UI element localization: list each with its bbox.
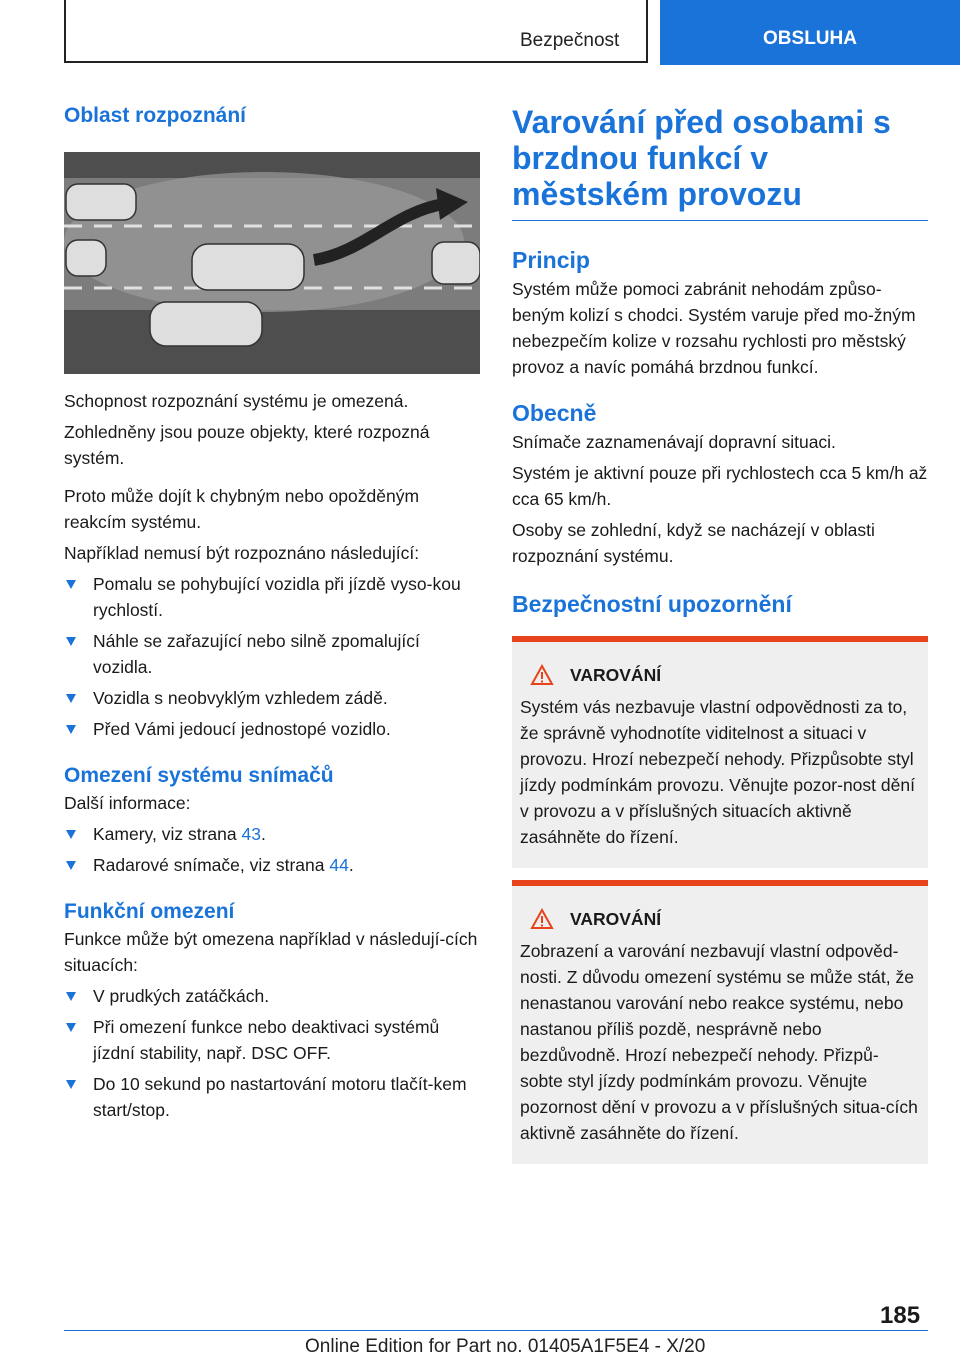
general-heading: Obecně <box>512 400 597 426</box>
triangle-bullet-icon <box>66 1023 76 1032</box>
function-limits-list <box>64 983 480 1123</box>
detection-area-illustration <box>64 152 480 374</box>
list-item: Náhle se zařazující nebo silně zpomalující vozidla. <box>64 628 480 680</box>
safety-heading: Bezpečnostní upozornění <box>512 591 792 617</box>
general-paragraph-2: Systém je aktivní pouze při rychlostech cca 5 km/h až cca 65 km/h. <box>512 463 928 509</box>
general-paragraph-1: Snímače zaznamenávají dopravní situaci. <box>512 432 836 452</box>
warning-title-row <box>530 908 920 930</box>
principle-text: Systém může pomoci zabránit nehodám způso-beným kolizí s chodci. Systém varuje před mo-žným nebezpečím kolize v rozsahu rychlosti pro městský provoz a navíc pomáhá brzdnou funkcí. <box>512 279 916 377</box>
warning-label: VAROVÁNÍ <box>570 664 662 685</box>
right-column <box>512 104 928 1164</box>
triangle-bullet-icon <box>66 725 76 734</box>
paragraph-example-intro: Například nemusí být rozpoznáno následující: <box>64 543 420 563</box>
left-column <box>64 100 480 1123</box>
sensor-intro: Další informace: <box>64 793 191 813</box>
principle-heading: Princip <box>512 247 590 273</box>
function-limits-heading: Funkční omezení <box>64 900 235 923</box>
list-item: Kamery, viz strana 43. <box>64 821 480 847</box>
undetected-list <box>64 571 480 742</box>
function-intro: Funkce může být omezena například v následují-cích situacích: <box>64 929 478 975</box>
title-divider <box>512 220 928 221</box>
warning-triangle-icon <box>530 664 554 686</box>
footer-edition: Online Edition for Part no. 01405A1F5E4 - X/20 <box>305 1336 706 1357</box>
triangle-bullet-icon <box>66 830 76 839</box>
footer-divider <box>64 1330 928 1331</box>
triangle-bullet-icon <box>66 637 76 646</box>
warning-text-2: Zobrazení a varování nezbavují vlastní odpověd-nosti. Z důvodu omezení systému se může stát, že nenastanou varování nebo reakce systému, nebo nastanou příliš pozdě, nesprávně nebo bezdůvodně. Hrozí nebezpečí nehody. Přizpů-sobte styl jízdy podmínkám provozu. Věnujte pozornost dění v provozu a v příslušných situa-cích aktivně zasáhněte do řízení. <box>520 941 918 1143</box>
list-item: Do 10 sekund po nastartování motoru tlačít-kem start/stop. <box>64 1071 480 1123</box>
triangle-bullet-icon <box>66 580 76 589</box>
paragraph-capability: Schopnost rozpoznání systému je omezená. <box>64 391 409 411</box>
radar-page-link[interactable]: 44 <box>329 855 349 875</box>
list-item: Pomalu se pohybující vozidla při jízdě vyso-kou rychlostí. <box>64 571 480 623</box>
camera-page-link[interactable]: 43 <box>241 824 261 844</box>
list-item: Radarové snímače, viz strana 44. <box>64 852 480 878</box>
triangle-bullet-icon <box>66 694 76 703</box>
warning-title-row <box>530 664 920 686</box>
warning-label: VAROVÁNÍ <box>570 908 662 929</box>
detection-area-heading: Oblast rozpoznání <box>64 104 247 127</box>
paragraph-reactions: Proto může dojít k chybným nebo opožděným reakcím systému. <box>64 486 420 532</box>
list-item: Při omezení funkce nebo deaktivaci systémů jízdní stability, např. DSC OFF. <box>64 1014 480 1066</box>
sensor-list <box>64 821 480 878</box>
triangle-bullet-icon <box>66 861 76 870</box>
header-section-title: Bezpečnost <box>520 30 620 51</box>
warning-box-1 <box>512 636 928 868</box>
list-item: Vozidla s neobvyklým vzhledem zádě. <box>64 685 480 711</box>
header-chapter-tab: OBSLUHA <box>660 0 960 65</box>
warning-triangle-icon <box>530 908 554 930</box>
triangle-bullet-icon <box>66 992 76 1001</box>
sensor-limits-heading: Omezení systému snímačů <box>64 764 334 787</box>
page-title: Varování před osobami s brzdnou funkcí v městském provozu <box>512 104 891 212</box>
list-item: Před Vámi jedoucí jednostopé vozidlo. <box>64 716 480 742</box>
list-item: V prudkých zatáčkách. <box>64 983 480 1009</box>
warning-text-1: Systém vás nezbavuje vlastní odpovědnosti za to, že správně vyhodnotíte viditelnost a situaci v provozu. Hrozí nebezpečí nehody. Přizpůsobte styl jízdy podmínkám provozu. Věnujte pozor-nost dění v provozu a v příslušných situacích aktivně zasáhněte do řízení. <box>520 697 915 847</box>
warning-box-2 <box>512 880 928 1164</box>
traffic-scene-image <box>64 152 480 374</box>
general-paragraph-3: Osoby se zohlední, když se nacházejí v oblasti rozpoznání systému. <box>512 520 875 566</box>
paragraph-objects: Zohledněny jsou pouze objekty, které rozpozná systém. <box>64 422 430 468</box>
triangle-bullet-icon <box>66 1080 76 1089</box>
page-number: 185 <box>880 1302 921 1329</box>
